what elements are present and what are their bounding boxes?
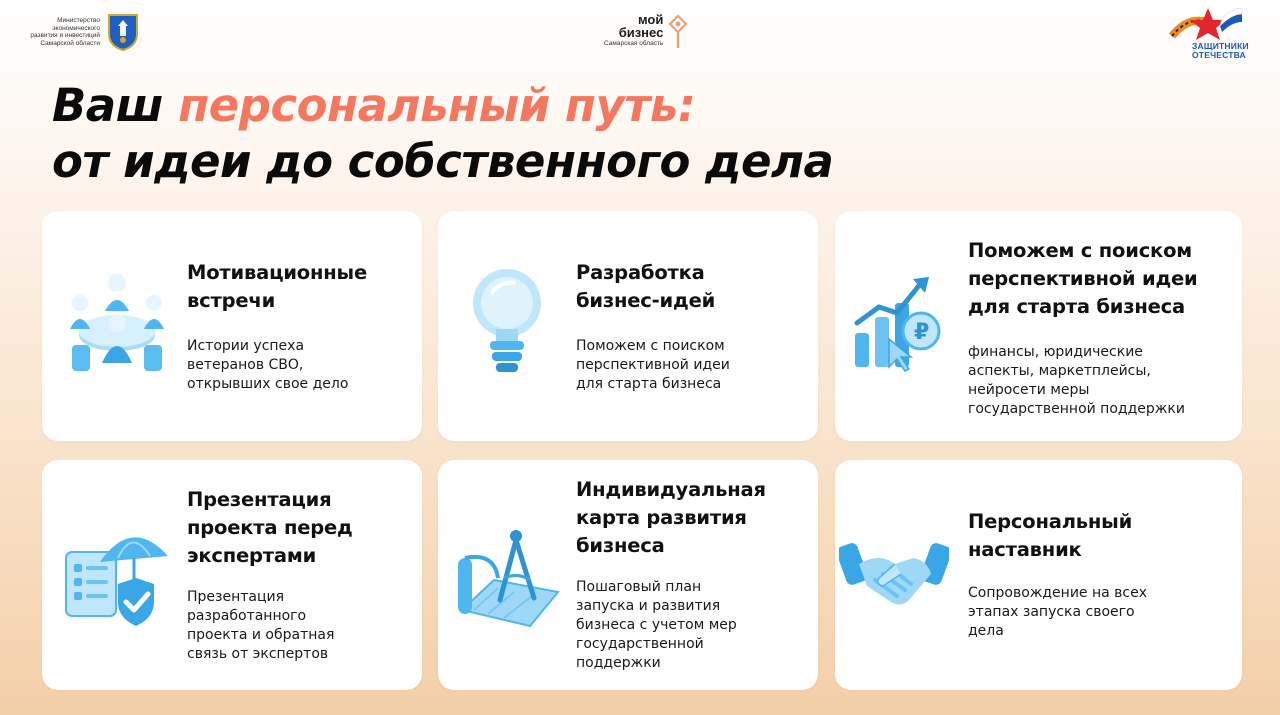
lightbulb-icon [464,263,550,381]
svg-text:₽: ₽ [914,320,930,345]
moy-biznes-logo [604,14,689,50]
card-description: Сопровождение на всех этапах запуска своего дела [968,585,1148,639]
card-description: Презентация разработанного проекта и обратная связь от экспертов [187,589,335,662]
title-line-1: Ваш персональный путь: [52,79,696,132]
ministry-logo [22,12,140,52]
card-development-map [438,460,818,690]
logo-word-moy: мой [637,12,664,27]
logo-line-2: ОТЕЧЕСТВА [1192,50,1246,60]
card-motivational-meetings [42,211,422,441]
coat-of-arms-icon [106,12,140,52]
title-line-2: от идеи до собственного дела [52,135,834,188]
star-ribbon-icon [1168,6,1260,44]
logo-line-1: ЗАЩИТНИКИ [1192,41,1249,51]
card-title: Персональный наставник [968,510,1133,561]
ministry-text: Министерство экономического развития и инвестиций Самарской области [30,17,100,47]
card-idea-search [835,211,1242,441]
card-description: Поможем с поиском перспективной идеи для старта бизнеса [576,338,730,392]
card-personal-mentor [835,460,1242,690]
card-description: финансы, юридические аспекты, маркетплейсы, нейросети меры государственной поддержки [968,344,1185,417]
page-title [52,78,833,190]
card-title: Разработка бизнес-идей [576,261,716,312]
umbrella-document-icon [60,522,172,634]
card-title: Поможем с поиском перспективной идеи для старта бизнеса [968,239,1198,318]
logo-region: Самарская область [604,40,664,47]
title-accent: персональный путь: [178,79,696,132]
moy-biznes-emblem-icon [667,14,689,50]
logo-word-biznes: бизнес [618,25,664,40]
handshake-icon [839,534,949,624]
blueprint-compass-icon [454,522,562,634]
card-description: Истории успеха ветеранов СВО, открывших свое дело [187,338,349,392]
card-business-ideas [438,211,818,441]
card-title: Мотивационные встречи [187,261,367,312]
card-title: Презентация проекта перед экспертами [187,488,353,567]
card-expert-presentation [42,460,422,690]
card-title: Индивидуальная карта развития бизнеса [576,478,766,557]
card-description: Пошаговый план запуска и развития бизнеса с учетом мер государственной поддержки [576,579,737,671]
zashchitniki-otechestva-logo [1168,6,1260,58]
meeting-people-icon [62,267,172,379]
growth-chart-ruble-icon [849,273,945,377]
